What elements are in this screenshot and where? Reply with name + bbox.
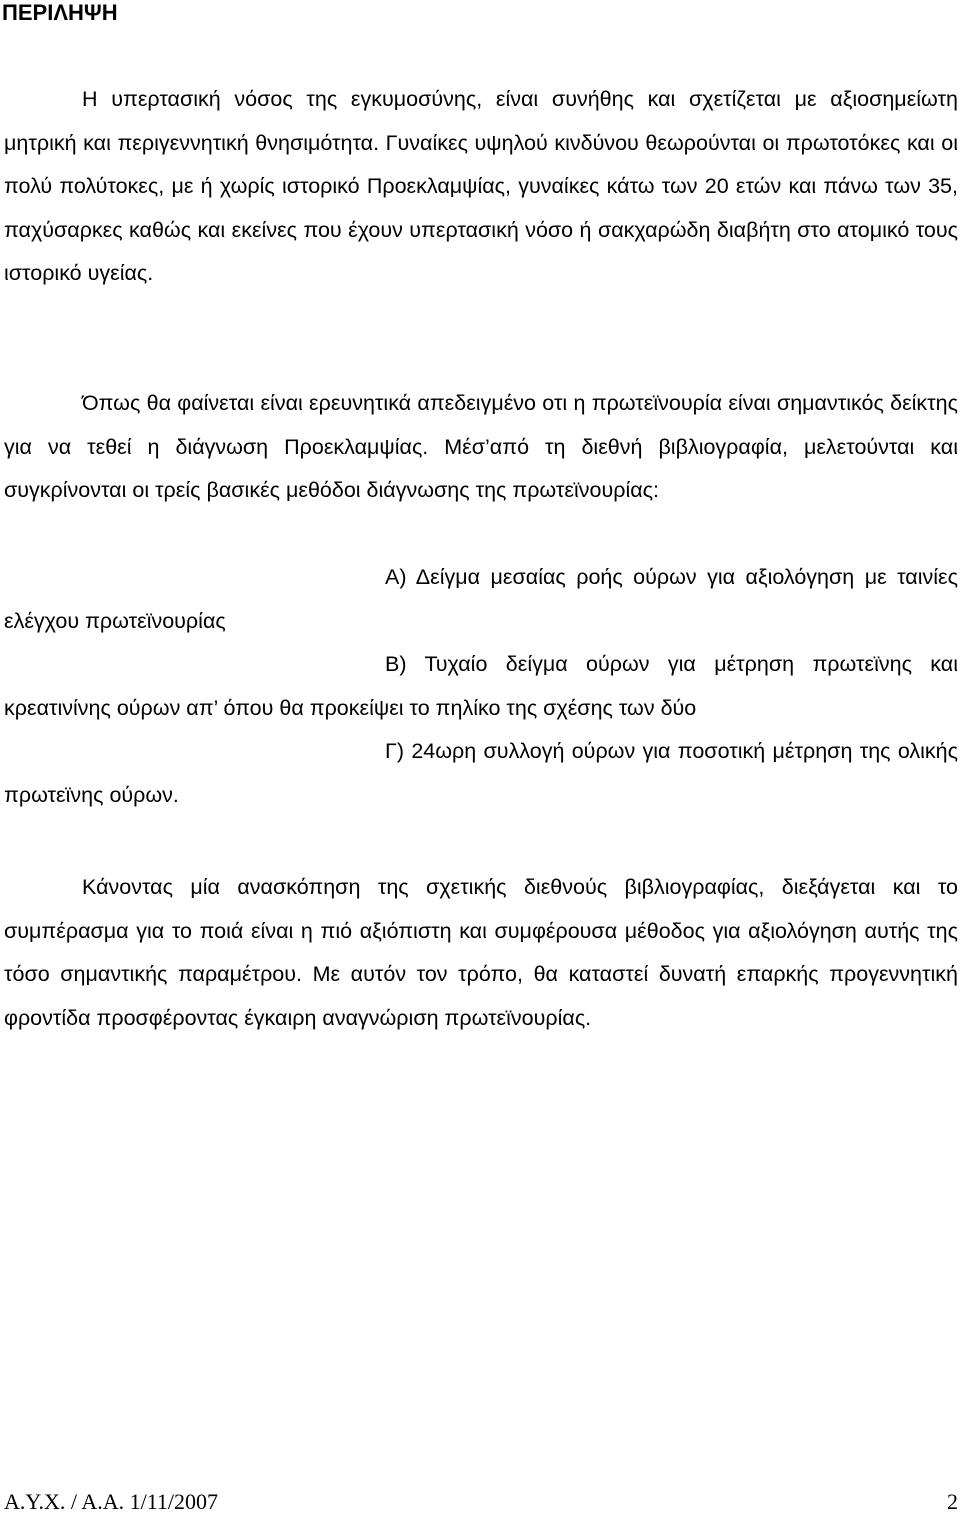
paragraph-intro: Η υπερτασική νόσος της εγκυμοσύνης, είναι συνήθης και σχετίζεται με αξιοσημείωτη μητρική και περιγεννητική θνησιμότητα. Γυναίκες υψηλού κινδύνου θεωρούνται οι πρωτοτόκες και οι πολύ πολύτοκες, με ή χωρίς ιστορικό Προεκλαμψίας, γυναίκες κάτω των 20 ετών και πάνω των 35, παχύσαρκες καθώς και εκείνες που έχουν υπερτασική νόσο ή σακχαρώδη διαβήτη στο ατομικό τους ιστορικό υγείας. [4, 87, 958, 285]
page-title: ΠΕΡΙΛΗΨΗ [2, 0, 118, 25]
footer-reference: Α.Υ.Χ. / Α.Α. 1/11/2007 [4, 1489, 219, 1514]
paragraph-proteinuria: Όπως θα φαίνεται είναι ερευνητικά απεδειγμένο οτι η πρωτεϊνουρία είναι σημαντικός δείκτης για να τεθεί η διάγνωση Προεκλαμψίας. Μέσ’από τη διεθνή βιβλιογραφία, μελετούνται και συγκρίνονται οι τρείς βασικές μεθόδοι διάγνωσης της πρωτεϊνουρίας: [4, 391, 958, 502]
page-number: 2 [947, 1489, 958, 1514]
method-c: Γ) 24ωρη συλλογή ούρων για ποσοτική μέτρηση της ολικής πρωτεϊνης ούρων. [4, 739, 958, 807]
method-b: Β) Τυχαίο δείγμα ούρων για μέτρηση πρωτεϊνης και κρεατινίνης ούρων απ’ όπου θα προκείψει το πηλίκο της σχέσης των δύο [4, 652, 958, 720]
method-a: Α) Δείγμα μεσαίας ροής ούρων για αξιολόγηση με ταινίες ελέγχου πρωτεϊνουρίας [4, 565, 958, 633]
paragraph-conclusion: Κάνοντας μία ανασκόπηση της σχετικής διεθνούς βιβλιογραφίας, διεξάγεται και το συμπέρασμα για το ποιά είναι η πιό αξιόπιστη και συμφέρουσα μέθοδος για αξιολόγηση αυτής της τόσο σημαντικής παραμέτρου. Με αυτόν τον τρόπο, θα καταστεί δυνατή επαρκής προγεννητική φροντίδα προσφέροντας έγκαιρη αναγνώριση πρωτεϊνουρίας. [4, 875, 958, 1030]
page-footer [4, 1490, 958, 1514]
